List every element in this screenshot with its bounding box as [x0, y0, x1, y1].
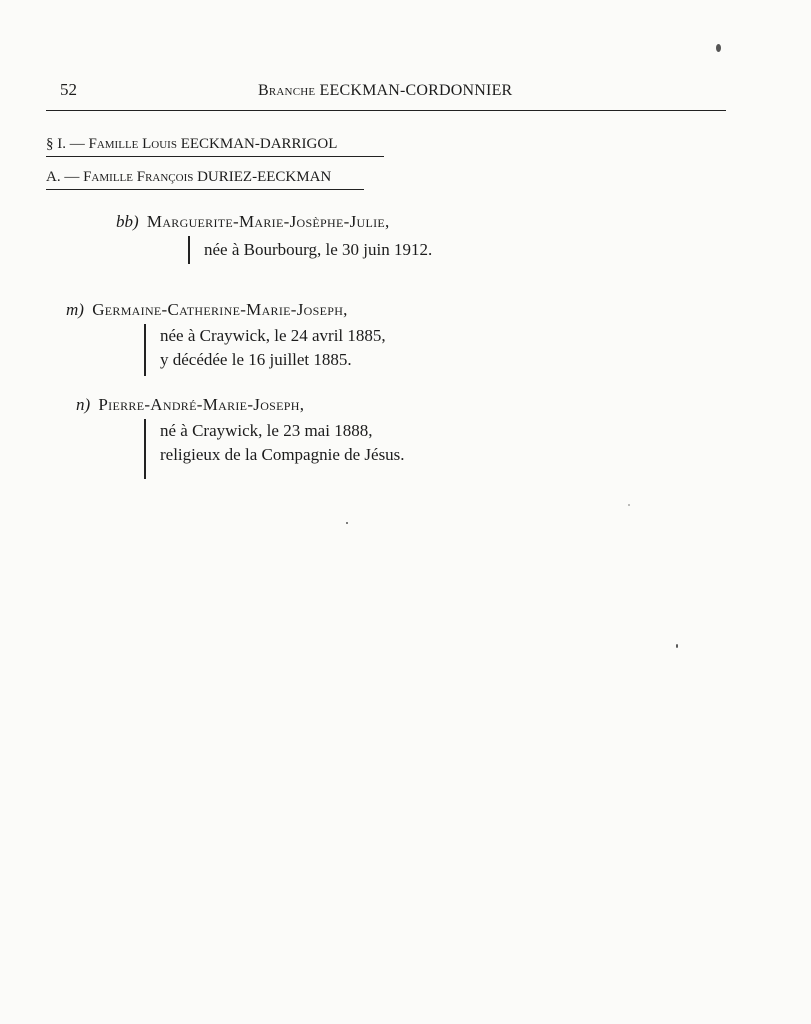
scan-speck [716, 44, 721, 52]
entry-name-line [76, 393, 405, 417]
entry-details [188, 236, 432, 264]
page-number: 52 [60, 80, 77, 99]
entry-letter: bb) [116, 212, 139, 231]
entry-details [144, 324, 386, 376]
entry-detail-line: y décédée le 16 juillet 1885. [160, 350, 352, 369]
genealogy-entry [66, 298, 386, 376]
scan-speck [628, 504, 630, 506]
entry-name: Marguerite-Marie-Josèphe-Julie, [146, 212, 390, 231]
entry-details [144, 419, 405, 479]
entry-detail-line: née à Bourbourg, le 30 juin 1912. [204, 240, 433, 259]
subsection-heading: A. — Famille François DURIEZ-EECKMAN [46, 169, 364, 190]
genealogy-entry [76, 393, 405, 479]
genealogy-entry [116, 210, 432, 264]
entry-name: Germaine-Catherine-Marie-Joseph, [92, 300, 348, 319]
scan-speck [676, 644, 678, 648]
entry-name-line [66, 298, 386, 322]
entry-name-line [116, 210, 432, 234]
running-title: Branche EECKMAN-CORDONNIER [258, 82, 513, 99]
entry-letter: m) [66, 300, 84, 319]
entry-detail-line: religieux de la Compagnie de Jésus. [160, 445, 405, 464]
scan-speck [346, 522, 348, 524]
entry-letter: n) [76, 395, 91, 414]
entry-name: Pierre-André-Marie-Joseph, [98, 395, 305, 414]
page-header [0, 76, 811, 116]
section-heading: § I. — Famille Louis EECKMAN-DARRIGOL [46, 136, 384, 157]
entry-detail-line: né à Craywick, le 23 mai 1888, [160, 421, 373, 440]
header-rule [46, 110, 726, 111]
entry-detail-line: née à Craywick, le 24 avril 1885, [160, 326, 386, 345]
